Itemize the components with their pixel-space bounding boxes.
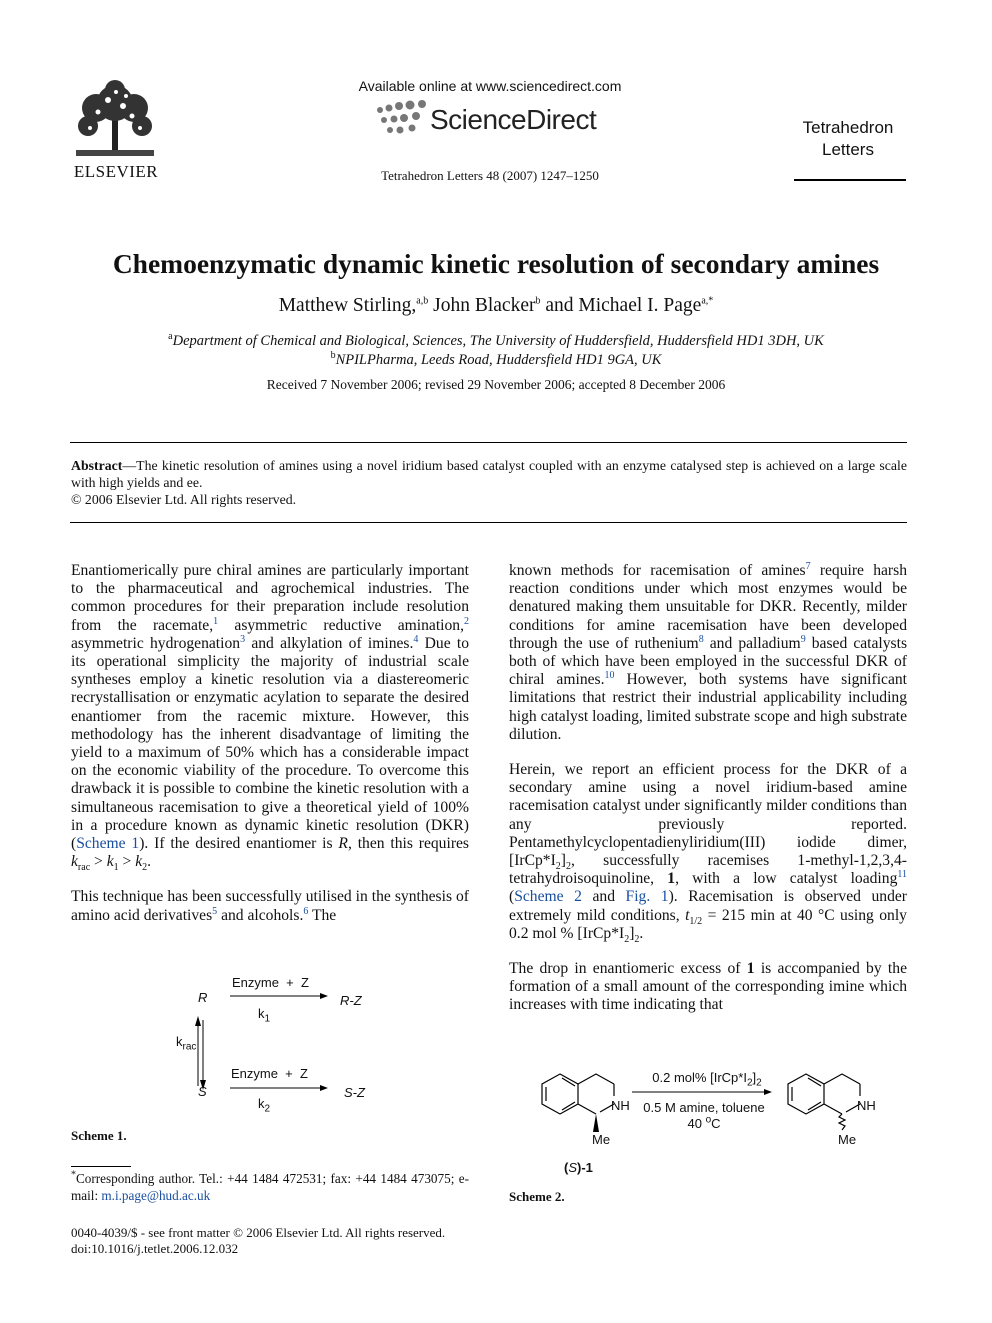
- reagent-sub: 2: [746, 1077, 753, 1089]
- product-sz: S-Z: [344, 1085, 365, 1100]
- footnote-rule: [71, 1166, 131, 1167]
- journal-name-line1: Tetrahedron: [802, 118, 894, 137]
- sciencedirect-logo: [372, 100, 612, 140]
- elsevier-logo: [68, 78, 162, 160]
- nh-label-right: NH: [857, 1098, 876, 1113]
- compound-label: (S)-1: [564, 1160, 593, 1175]
- body-paragraph: The drop in enantiomeric excess of 1 is accompanied by the formation of a small amount of the corresponding imine which increases with time indicating that: [509, 960, 907, 1014]
- reagent-sub-2: 2: [756, 1077, 762, 1089]
- rate-k2: [258, 1096, 271, 1115]
- rate-k2-symbol: k: [258, 1096, 265, 1111]
- abstract-label: Abstract: [71, 458, 123, 473]
- abstract-copyright: © 2006 Elsevier Ltd. All rights reserved.: [71, 492, 297, 507]
- affiliations: [40, 332, 952, 370]
- email-link[interactable]: m.i.page@hud.ac.uk: [101, 1188, 211, 1203]
- rate-k1: [258, 1006, 271, 1025]
- author-list: [40, 295, 952, 317]
- reaction-arrow-bottom: [228, 1082, 330, 1094]
- rate-krac: [176, 1034, 197, 1053]
- author-affiliation-mark: a,*: [701, 295, 714, 307]
- rate-k2-subscript: 2: [264, 1103, 271, 1115]
- reaction-arrow-top: [228, 990, 330, 1002]
- right-column-body: [509, 562, 907, 1032]
- affiliation-mark: b: [330, 350, 336, 362]
- journal-name: [790, 117, 906, 161]
- reaction-conditions-bottom: 0.5 M amine, toluene: [643, 1100, 765, 1115]
- scheme-1: [160, 972, 390, 1122]
- affiliation-a: [40, 332, 952, 351]
- journal-name-rule: [794, 179, 906, 181]
- species-s: S: [198, 1084, 207, 1099]
- scheme-1-link[interactable]: Scheme 1: [76, 835, 140, 853]
- reagent-text: 0.2 mol% [IrCp*I: [652, 1070, 747, 1085]
- author-name: and Michael I. Page: [545, 295, 702, 316]
- scheme-2-caption: Scheme 2.: [509, 1189, 565, 1204]
- page-footer: [71, 1225, 445, 1257]
- degree-mark: o: [705, 1114, 712, 1126]
- temperature-value: 40: [687, 1116, 706, 1131]
- journal-reference: Tetrahedron Letters 48 (2007) 1247–1250: [381, 168, 599, 183]
- nh-label-left: NH: [611, 1098, 630, 1113]
- left-column-body: [71, 562, 469, 942]
- article-title: Chemoenzymatic dynamic kinetic resolution of secondary amines: [112, 248, 880, 279]
- abstract-text: —The kinetic resolution of amines using a novel iridium based catalyst coupled with an enzyme catalysed step is achieved on a large scale with high yields and ee.: [71, 458, 907, 490]
- affiliation-text: NPILPharma, Leeds Road, Huddersfield HD1 9GA, UK: [335, 352, 662, 368]
- body-paragraph: This technique has been successfully utilised in the synthesis of amino acid derivatives$^5$ and alcohols.$^6$ The: [71, 888, 469, 924]
- species-r: R: [198, 990, 208, 1005]
- footnote-text: Corresponding author. Tel.: +44 1484 472531; fax: +44 1484 473075; e-mail:: [71, 1171, 469, 1203]
- doi-line: doi:10.1016/j.tetlet.2006.12.032: [71, 1241, 239, 1256]
- body-paragraph: Enantiomerically pure chiral amines are particularly important to the pharmaceutical and agrochemical industries. The common procedures for their preparation include resolution from the racemate,$^1$ asymmetric reductive amination,$^2$ asymmetric hydrogenation$^3$ and alkylation of imines.$^4$ Due to its operational simplicity the majority of industrial scale syntheses employ a kinetic resolution via a diastereomeric recrystallisation or enzymatic acylation to separate the desired enantiomer from the racemic mixture. However, this methodology has the inherent disadvantage of limiting the yield to a maximum of 50% which has a considerable impact on the economic viability of the procedure. To overcome this drawback it is possible to combine the kinetic resolution with a simultaneous racemisation to give a theoretical yield of 100% in a procedure known as dynamic kinetic resolution (DKR) (Scheme 1). If the desired enantiomer is R, then this requires $k_{rac} > k_1 > k_2$.: [71, 562, 470, 874]
- abstract-bottom-rule: [70, 522, 907, 523]
- affiliation-b: [40, 351, 952, 370]
- reaction-temperature: [634, 1116, 774, 1131]
- rate-k1-subscript: 1: [264, 1013, 271, 1025]
- footnote-mark: *: [71, 1169, 76, 1181]
- author-name: Matthew Stirling,: [278, 295, 417, 316]
- reaction-arrow: [630, 1086, 774, 1098]
- racemisation-equilibrium-arrows: [194, 1014, 208, 1094]
- footnote: [71, 1170, 469, 1204]
- available-online-text: Available online at www.sciencedirect.com: [358, 78, 622, 94]
- enzyme-label-top: Enzyme + Z: [232, 975, 309, 990]
- enzyme-label-bottom: Enzyme + Z: [231, 1066, 308, 1081]
- issn-line: 0040-4039/$ - see front matter © 2006 Elsevier Ltd. All rights reserved.: [71, 1225, 446, 1240]
- rate-k1-symbol: k: [258, 1006, 265, 1021]
- reagent-bracket: ]: [752, 1070, 757, 1085]
- body-paragraph: known methods for racemisation of amines$^7$ require harsh reaction conditions under which most enzymes would be denatured making them unsuitable for DKR. Recently, milder conditions for amine racemisation have been developed through the use of ruthenium$^8$ and palladium$^9$ based catalysts both of which have been employed in the successful DKR of chiral amines.$^{10}$ However, both systems have significant limitations that restrict their industrial applicability including high catalyst loading, limited substrate scope and high substrate dilution.: [509, 560, 908, 743]
- sciencedirect-dots-icon: [372, 100, 428, 140]
- elsevier-tree-icon: [68, 78, 162, 160]
- scheme-2-link[interactable]: Scheme 2: [514, 888, 582, 906]
- abstract-top-rule: [70, 442, 907, 443]
- abstract-body: [71, 457, 907, 491]
- publisher-name: ELSEVIER: [73, 162, 159, 181]
- methyl-label-right: Me: [838, 1132, 857, 1147]
- rate-krac-symbol: k: [176, 1034, 183, 1049]
- affiliation-text: Department of Chemical and Biological, Sciences, The University of Huddersfield, Huddersfield HD1 3DH, UK: [172, 333, 824, 349]
- author-name: John Blacker: [433, 295, 536, 316]
- figure-1-link[interactable]: Fig. 1: [625, 888, 669, 906]
- received-dates: Received 7 November 2006; revised 29 November 2006; accepted 8 December 2006: [266, 377, 726, 392]
- scheme-2: [530, 1060, 910, 1180]
- reaction-conditions-top: [642, 1070, 772, 1089]
- product-rz: R-Z: [340, 993, 362, 1008]
- temperature-unit: C: [711, 1116, 721, 1131]
- methyl-label-left: Me: [592, 1132, 611, 1147]
- sciencedirect-wordmark: ScienceDirect: [430, 104, 597, 135]
- author-affiliation-mark: a,b: [416, 295, 429, 307]
- scheme-1-caption: Scheme 1.: [71, 1128, 127, 1143]
- rate-krac-subscript: rac: [182, 1041, 197, 1053]
- affiliation-mark: a: [168, 331, 173, 343]
- author-affiliation-mark: b: [535, 295, 541, 307]
- abstract: [71, 457, 907, 508]
- body-paragraph: Herein, we report an efficient process for the DKR of a secondary amine using a novel iridium-based amine racemisation catalyst under significantly milder conditions than any previously reported. Pentamethylcyclopentadienyliridium(III) iodide dimer, $[IrCp*I_2]_2$, successfully racemises 1-methyl-1,2,3,4-tetrahydroisoquinoline, 1, with a low catalyst loading$^{11}$ (Scheme 2 and Fig. 1). Racemisation is observed under extremely mild conditions, $t_{1/2} = 215$ min at 40 °C using only 0.2 mol % $[IrCp*I_2]_2$.: [509, 761, 908, 945]
- journal-name-line2: Letters: [822, 140, 874, 159]
